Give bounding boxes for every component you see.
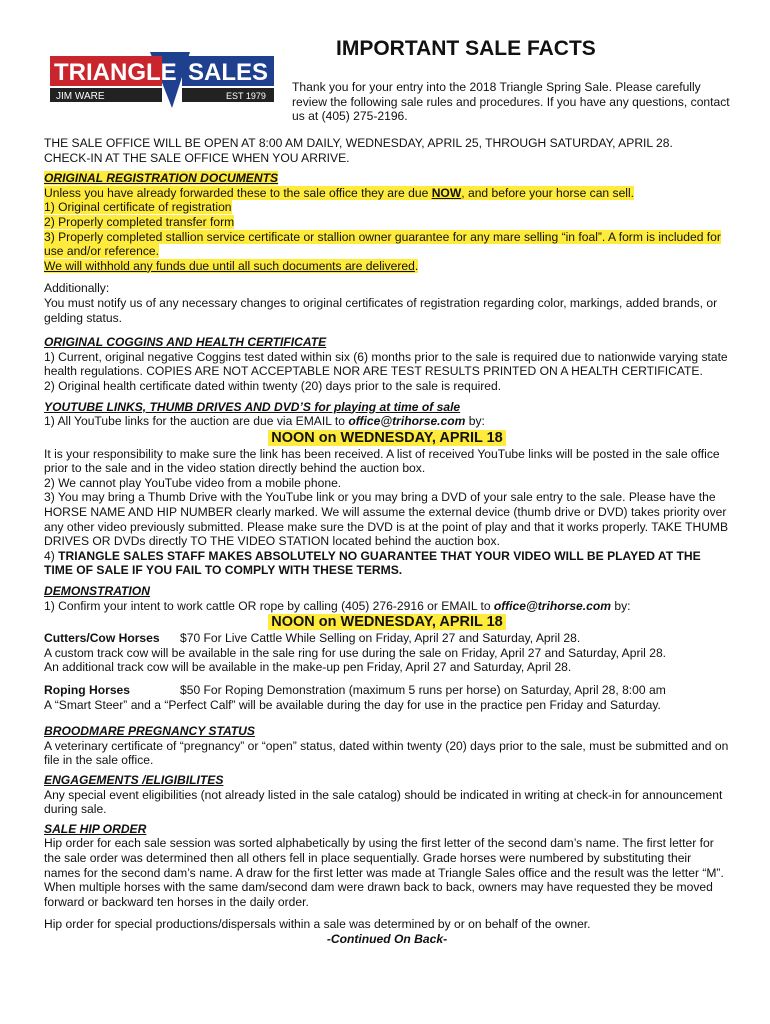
logo-brand-left: TRIANGLE [54,59,177,86]
cutters-line-2: A custom track cow will be available in the sale ring for use during the sale on Friday, April 27 and Saturday, April 28. [44,645,667,660]
demonstration-section [44,584,730,712]
intro-text: Thank you for your entry into the 2018 Triangle Spring Sale. Please carefully review the following sale rules and procedures. If you have any questions, contact us at (405) 275-2196. [292,80,730,124]
cutters-line-3: An additional track cow will be available in the make-up pen Friday, April 27 and Saturday, April 28. [44,660,572,675]
triangle-sales-logo [50,50,274,110]
demonstration-heading: DEMONSTRATION [44,584,150,599]
broodmare-heading: BROODMARE PREGNANCY STATUS [44,724,255,739]
youtube-item-2: 2) We cannot play YouTube video from a mobile phone. [44,475,342,490]
hip-order-section [44,822,730,932]
broodmare-section [44,724,730,768]
registration-due: Unless you have already forwarded these to the sale office they are due NOW, and before your horse can sell. [44,185,635,200]
logo-owner: JIM WARE [56,91,105,102]
coggins-section [44,335,730,393]
engagements-heading: ENGAGEMENTS /ELIGIBILITES [44,772,224,787]
youtube-heading: YOUTUBE LINKS, THUMB DRIVES AND DVD’S for playing at time of sale [44,399,461,414]
demonstration-item-1: 1) Confirm your intent to work cattle OR rope by calling (405) 276-2916 or EMAIL to office@trihorse.com by: [44,598,631,613]
office-hours: THE SALE OFFICE WILL BE OPEN AT 8:00 AM DAILY, WEDNESDAY, APRIL 25, THROUGH SATURDAY, APRIL 28. [44,136,673,150]
withhold-note: We will withhold any funds due until all such documents are delivered [44,258,415,273]
document-page [44,36,730,947]
additionally-label: Additionally: [44,281,110,296]
registration-section: ORIGINAL REGISTRATION DOCUMENTS Unless you have already forwarded these to the sale office they are due NOW, and before your horse can sell. 1) Original certificate of registration 2) Properly completed transfer form 3) Properly completed stallion service certificate or stallion owner guarantee for any mare selling “in foal”. A form is included for use and/or reference. We will withhold any funds due until all such documents are delivered. Additionally: You must notify us of any necessary changes to original certificates of registration regarding color, markings, added brands, or gelding status. [44,171,730,325]
youtube-section [44,400,730,579]
youtube-responsibility: It is your responsibility to make sure the link has been received. A list of received YouTube links will be posted in the sale office prior to the sale and in the video station directly behind the auction box. [44,446,720,476]
youtube-item-1: 1) All YouTube links for the auction are due via EMAIL to office@trihorse.com by: [44,414,485,429]
cutters-line: Cutters/Cow Horses $70 For Live Cattle While Selling on Friday, April 27 and Saturday, April 28. [44,631,581,646]
registration-item-3: 3) Properly completed stallion service certificate or stallion owner guarantee for any mare selling “in foal”. A form is included for use and/or reference. [44,229,721,259]
logo-brand-right: SALES [188,59,269,86]
youtube-item-4: 4) TRIANGLE SALES STAFF MAKES ABSOLUTELY NO GUARANTEE THAT YOUR VIDEO WILL BE PLAYED AT THE TIME OF SALE IF YOU FAIL TO COMPLY WITH THESE TERMS. [44,548,701,578]
coggins-heading: ORIGINAL COGGINS AND HEALTH CERTIFICATE [44,335,327,350]
header [44,36,730,136]
continued-note: -Continued On Back- [326,931,448,946]
registration-item-2: 2) Properly completed transfer form [44,214,235,229]
demonstration-deadline: NOON on WEDNESDAY, APRIL 18 [44,613,730,631]
office-email-link-2[interactable]: office@trihorse.com [493,598,612,613]
registration-item-1: 1) Original certificate of registration [44,200,232,215]
hip-order-text: Hip order for each sale session was sorted alphabetically by using the first letter of the second dam’s name. The first letter for the sale order was determined then all others fell in place sequentially. Grade horses were numbered by substituting their names for the second dam’s name. A draw for the first letter was made at Triangle Sales office and the result was the letter “M”. When multiple horses with the same dam/second dam were drawn back to back, owners may have requested they be moved forward or backward ten horses in the daily order. [44,836,724,909]
roping-line: Roping Horses $50 For Roping Demonstration (maximum 5 runs per horse) on Saturday, April 28, 8:00 am [44,683,666,697]
page-title: IMPORTANT SALE FACTS [336,37,596,60]
roping-line-2: A “Smart Steer” and a “Perfect Calf” will be available during the day for use in the practice pen Friday and Saturday. [44,697,661,712]
registration-heading: ORIGINAL REGISTRATION DOCUMENTS [44,171,279,186]
broodmare-text: A veterinary certificate of “pregnancy” or “open” status, dated within twenty (20) days prior to the sale, must be submitted and on file in the sale office. [44,738,729,768]
engagements-section [44,773,730,817]
hip-order-heading: SALE HIP ORDER [44,821,147,836]
engagements-text: Any special event eligibilities (not already listed in the sale catalog) should be indicated in writing at check-in for announcement during sale. [44,787,723,817]
youtube-item-3: 3) You may bring a Thumb Drive with the YouTube link or you may bring a DVD of your sale entry to the sale. Please have the HORSE NAME AND HIP NUMBER clearly marked. We will assume the external device (thumb drive or DVD) takes priority over any other video previously submitted. Please make sure the DVD is at the point of play and that it works properly. TAKE THUMB DRIVES OR DVDs directly TO THE VIDEO STATION located behind the auction box. [44,490,729,549]
hip-order-special: Hip order for special productions/dispersals within a sale was determined by or on behalf of the owner. [44,917,591,932]
coggins-item-2: 2) Original health certificate dated within twenty (20) days prior to the sale is required. [44,378,502,393]
checkin-note: CHECK-IN AT THE SALE OFFICE WHEN YOU ARRIVE. [44,150,350,165]
youtube-deadline: NOON on WEDNESDAY, APRIL 18 [44,429,730,447]
logo-est: EST 1979 [226,91,266,101]
notify-text: You must notify us of any necessary changes to original certificates of registration regarding color, markings, added brands, or gelding status. [44,295,718,325]
coggins-item-1: 1) Current, original negative Coggins test dated within six (6) months prior to the sale is required due to nationwide varying state health regulations. COPIES ARE NOT ACCEPTABLE NOR ARE TEST RESULTS PRINTED ON A HEALTH CERTIFICATE. [44,349,728,379]
office-email-link[interactable]: office@trihorse.com [348,414,466,429]
